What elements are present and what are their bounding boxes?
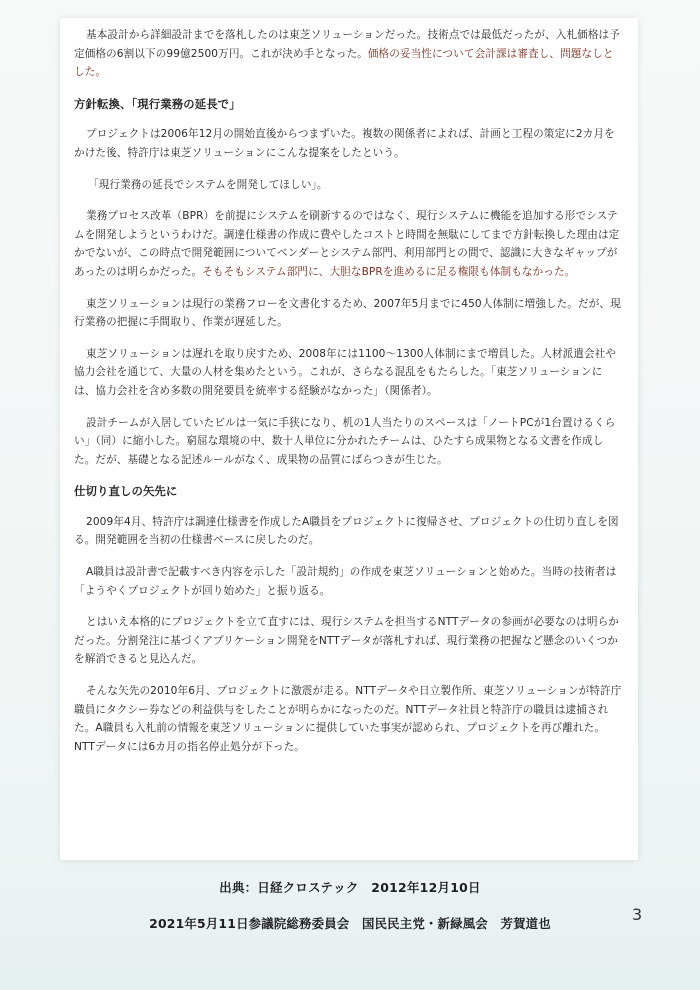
section-heading-1: 方針転換、「現行業務の延長で」: [74, 96, 241, 111]
paragraph-1: [74, 26, 622, 82]
paragraph-2: プロジェクトは2006年12月の開始直後からつまずいた。複数の関係者によれば、計画と工程の策定に2カ月をかけた後、特許庁は東芝ソリューションにこんな提案をしたという。: [74, 128, 615, 159]
paragraph-9: A職員は設計書で記載すべき内容を示した「設計規約」の作成を東芝ソリューションと始めた。当時の技術者は「ようやくプロジェクトが回り始めた」と振り返る。: [74, 566, 617, 597]
paragraph-11: そんな矢先の2010年6月、プロジェクトに激震が走る。NTTデータや日立製作所、東芝ソリューションが特許庁職員にタクシー券などの利益供与をしたことが明らかになったのだ。NTTデータ社員と特許庁の職員は逮捕された。A職員も入札前の情報を東芝ソリューションに提供していた事実が認められ、プロジェクトを再び離れた。NTTデータには6カ月の指名停止処分が下った。: [74, 685, 622, 753]
paragraph-8: 2009年4月、特許庁は調達仕様書を作成したA職員をプロジェクトに復帰させ、プロジェクトの仕切り直しを図る。開発範囲を当初の仕様書ベースに戻したのだ。: [74, 515, 619, 547]
source-citation: 出典：日経クロステック 2012年12月10日: [219, 880, 481, 895]
paragraph-10: とはいえ本格的にプロジェクトを立て直すには、現行システムを担当するNTTデータの参画が必要なのは明らかだった。分割発注に基づくアプリケーション開発をNTTデータが落札すれば、現行業務の把握など懸念のいくつかを解消できると見込んだ。: [74, 616, 620, 666]
paragraph-7: 設計チームが入居していたビルは一気に手狭になり、机の1人当たりのスペースは「ノートPCが1台置けるくらい」（同）に縮小した。窮屈な環境の中、数十人単位に分かれたチームは、ひたすら成果物となる文書を作成した。だが、基礎となる記述ルールがなく、成果物の品質にばらつきが生じた。: [74, 416, 616, 466]
section-heading-2: 仕切り直しの矢先に: [74, 484, 178, 499]
paragraph-1-text: 基本設計から詳細設計までを落札したのは東芝ソリューションだった。技術点では最低だったが、入札価格は予定価格の6割以下の99億2500万円。これが決め手となった。: [74, 29, 620, 60]
paragraph-6: 東芝ソリューションは遅れを取り戻すため、2008年には1100～1300人体制にまで増員した。人材派遣会社や協力会社を通じて、大量の人材を集めたという。これが、さらなる混乱をもたらした。「東芝ソリューションには、協力会社を含め多数の開発要員を統率する経験がなかった」（関係者）。: [74, 347, 617, 397]
paragraph-4-text: 業務プロセス改革（BPR）を前提にシステムを刷新するのではなく、現行システムに機能を追加する形でシステムを開発しようというわけだ。調達仕様書の作成に費やしたコストと時間を無駄にしてまで方針転換した理由は定かでないが、この時点で開発範囲についてベンダーとシステム部門、利用部門との間で、認識に大きなギャップがあったのは明らかだった。: [74, 210, 620, 278]
paragraph-4: [74, 207, 622, 281]
paragraph-3-quote: 「現行業務の延長でシステムを開発してほしい」。: [88, 178, 328, 191]
page-number: 3: [632, 905, 643, 924]
article-body: [74, 26, 622, 769]
paragraph-1-highlight: 価格の妥当性について会計課は審査し、問題なしとした。: [74, 47, 614, 79]
paragraph-5: 東芝ソリューションは現行の業務フローを文書化するため、2007年5月までに450人体制に増強した。だが、現行業務の把握に手間取り、作業が遅延した。: [74, 297, 621, 329]
paragraph-4-highlight: そもそもシステム部門に、大胆なBPRを進めるに足る権限も体制もなかった。: [202, 265, 576, 278]
footer-caption: 2021年5月11日参議院総務委員会 国民民主党・新緑風会 芳賀道也: [149, 916, 551, 931]
